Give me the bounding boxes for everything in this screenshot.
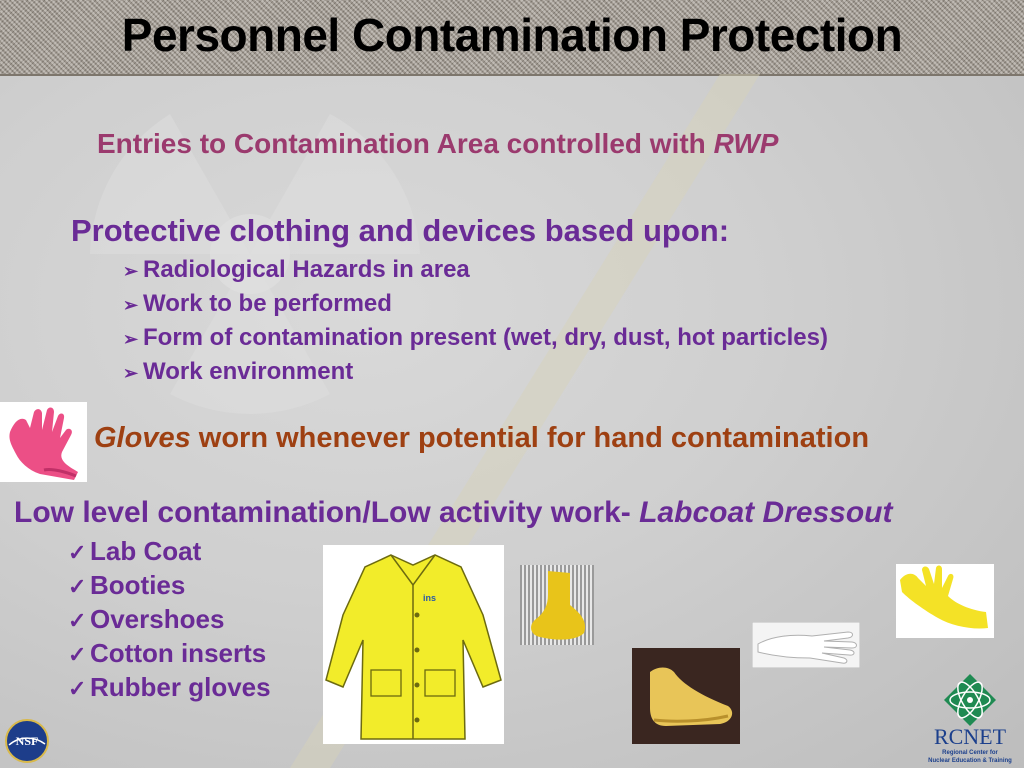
nsf-logo-text: NSF <box>15 734 39 748</box>
yellow-overshoe-image <box>632 648 740 744</box>
nsf-logo <box>4 718 50 764</box>
list-item: ✓ Cotton inserts <box>68 636 271 670</box>
yellow-labcoat-image <box>323 545 504 744</box>
arrow-bullet-icon: ➢ <box>123 363 139 383</box>
checkmark-icon: ✓ <box>68 608 87 633</box>
list-item: ✓ Lab Coat <box>68 534 271 568</box>
checkmark-icon: ✓ <box>68 642 87 667</box>
protective-basis-list <box>123 253 828 389</box>
list-item: ✓ Booties <box>68 568 271 602</box>
rcnet-subtitle-1: Regional Center for <box>942 750 998 756</box>
list-item: ✓ Rubber gloves <box>68 670 271 704</box>
gloves-line: Gloves worn whenever potential for hand contamination <box>94 422 870 454</box>
checkmark-icon: ✓ <box>68 540 87 565</box>
arrow-bullet-icon: ➢ <box>123 329 139 349</box>
rcnet-logo-text: RCNET <box>933 724 1007 749</box>
list-item: ➢ Form of contamination present (wet, dry, dust, hot particles) <box>123 321 828 355</box>
rcnet-subtitle-2: Nuclear Education & Training <box>928 758 1012 764</box>
yellow-rubber-glove-image <box>896 564 994 638</box>
checkmark-icon: ✓ <box>68 574 87 599</box>
arrow-bullet-icon: ➢ <box>123 261 139 281</box>
labcoat-dressout-heading: Low level contamination/Low activity work- Labcoat Dressout <box>14 496 893 529</box>
protective-basis-heading: Protective clothing and devices based upon: <box>71 213 730 248</box>
labcoat-tag: ins <box>423 593 437 603</box>
list-item: ➢ Work environment <box>123 355 828 389</box>
rwp-line: Entries to Contamination Area controlled with RWP <box>97 128 779 159</box>
dressout-list <box>68 534 271 704</box>
list-item: ✓ Overshoes <box>68 602 271 636</box>
rcnet-logo <box>920 672 1020 766</box>
cotton-glove-image <box>752 622 860 668</box>
pink-glove-image <box>0 402 87 482</box>
yellow-bootie-image <box>520 565 594 645</box>
slide-title: Personnel Contamination Protection <box>121 9 903 61</box>
checkmark-icon: ✓ <box>68 676 87 701</box>
list-item: ➢ Work to be performed <box>123 287 828 321</box>
list-item: ➢ Radiological Hazards in area <box>123 253 828 287</box>
arrow-bullet-icon: ➢ <box>123 295 139 315</box>
